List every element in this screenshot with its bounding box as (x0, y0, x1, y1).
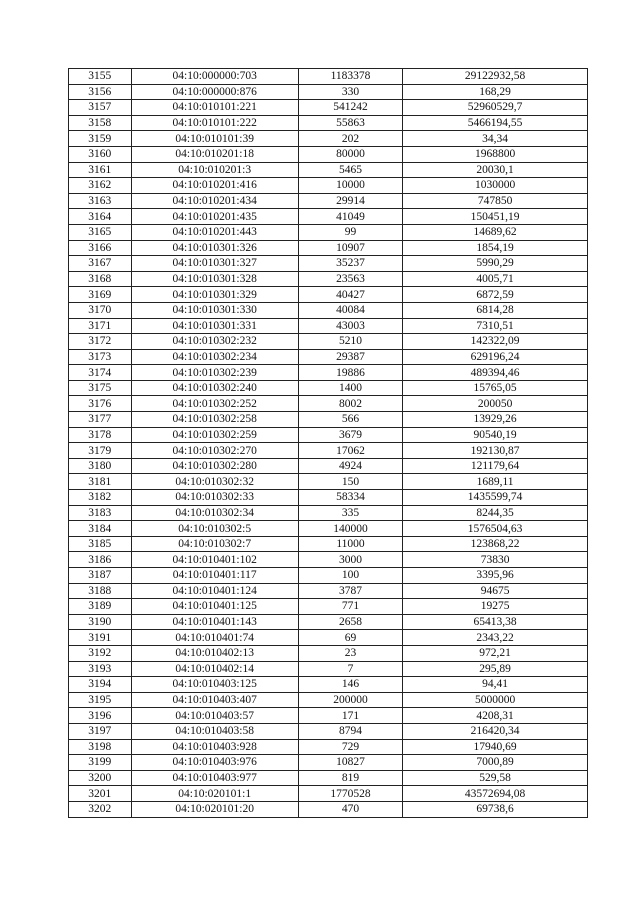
area-cell: 17062 (298, 443, 402, 459)
cadastral-number-cell: 04:10:010302:270 (131, 443, 298, 459)
value-cell: 4208,31 (403, 708, 588, 724)
value-cell: 747850 (403, 193, 588, 209)
area-cell: 23563 (298, 271, 402, 287)
value-cell: 13929,26 (403, 412, 588, 428)
table-row (69, 599, 588, 615)
value-cell: 94675 (403, 583, 588, 599)
row-number-cell: 3175 (69, 380, 132, 396)
cadastral-number-cell: 04:10:010301:331 (131, 318, 298, 334)
value-cell: 200050 (403, 396, 588, 412)
value-cell: 19275 (403, 599, 588, 615)
table-row (69, 614, 588, 630)
cadastral-number-cell: 04:10:010401:102 (131, 552, 298, 568)
area-cell: 146 (298, 677, 402, 693)
cadastral-number-cell: 04:10:010403:125 (131, 677, 298, 693)
cadastral-number-cell: 04:10:010201:18 (131, 146, 298, 162)
value-cell: 6872,59 (403, 287, 588, 303)
table-row (69, 630, 588, 646)
table-row (69, 412, 588, 428)
cadastral-number-cell: 04:10:010402:14 (131, 661, 298, 677)
table-row (69, 193, 588, 209)
row-number-cell: 3179 (69, 443, 132, 459)
table-row (69, 287, 588, 303)
value-cell: 17940,69 (403, 739, 588, 755)
cadastral-number-cell: 04:10:010302:34 (131, 505, 298, 521)
row-number-cell: 3189 (69, 599, 132, 615)
value-cell: 5000000 (403, 692, 588, 708)
table-row (69, 302, 588, 318)
area-cell: 3679 (298, 427, 402, 443)
value-cell: 3395,96 (403, 568, 588, 584)
row-number-cell: 3186 (69, 552, 132, 568)
table-row (69, 69, 588, 85)
cadastral-number-cell: 04:10:010401:125 (131, 599, 298, 615)
table-row (69, 256, 588, 272)
row-number-cell: 3187 (69, 568, 132, 584)
area-cell: 1183378 (298, 69, 402, 85)
table-row (69, 786, 588, 802)
row-number-cell: 3200 (69, 770, 132, 786)
row-number-cell: 3193 (69, 661, 132, 677)
value-cell: 1689,11 (403, 474, 588, 490)
area-cell: 23 (298, 645, 402, 661)
cadastral-number-cell: 04:10:010101:222 (131, 115, 298, 131)
area-cell: 58334 (298, 490, 402, 506)
row-number-cell: 3166 (69, 240, 132, 256)
row-number-cell: 3161 (69, 162, 132, 178)
value-cell: 52960529,7 (403, 100, 588, 116)
value-cell: 142322,09 (403, 334, 588, 350)
cadastral-number-cell: 04:10:010101:39 (131, 131, 298, 147)
row-number-cell: 3184 (69, 521, 132, 537)
area-cell: 35237 (298, 256, 402, 272)
table-row (69, 739, 588, 755)
value-cell: 1576504,63 (403, 521, 588, 537)
cadastral-number-cell: 04:10:010401:124 (131, 583, 298, 599)
value-cell: 2343,22 (403, 630, 588, 646)
row-number-cell: 3190 (69, 614, 132, 630)
value-cell: 168,29 (403, 84, 588, 100)
area-cell: 200000 (298, 692, 402, 708)
value-cell: 14689,62 (403, 224, 588, 240)
cadastral-number-cell: 04:10:010201:3 (131, 162, 298, 178)
value-cell: 94,41 (403, 677, 588, 693)
area-cell: 330 (298, 84, 402, 100)
value-cell: 216420,34 (403, 723, 588, 739)
value-cell: 150451,19 (403, 209, 588, 225)
area-cell: 202 (298, 131, 402, 147)
row-number-cell: 3173 (69, 349, 132, 365)
table-row (69, 349, 588, 365)
row-number-cell: 3202 (69, 801, 132, 817)
row-number-cell: 3201 (69, 786, 132, 802)
row-number-cell: 3170 (69, 302, 132, 318)
cadastral-number-cell: 04:10:010301:329 (131, 287, 298, 303)
table-row (69, 365, 588, 381)
row-number-cell: 3163 (69, 193, 132, 209)
table-row (69, 583, 588, 599)
table-row (69, 645, 588, 661)
area-cell: 8002 (298, 396, 402, 412)
value-cell: 1854,19 (403, 240, 588, 256)
table-row (69, 661, 588, 677)
area-cell: 29914 (298, 193, 402, 209)
value-cell: 121179,64 (403, 458, 588, 474)
row-number-cell: 3174 (69, 365, 132, 381)
table-row (69, 162, 588, 178)
area-cell: 1770528 (298, 786, 402, 802)
cadastral-number-cell: 04:10:010201:443 (131, 224, 298, 240)
value-cell: 34,34 (403, 131, 588, 147)
area-cell: 5210 (298, 334, 402, 350)
table-row (69, 100, 588, 116)
value-cell: 529,58 (403, 770, 588, 786)
row-number-cell: 3171 (69, 318, 132, 334)
value-cell: 295,89 (403, 661, 588, 677)
table-row (69, 692, 588, 708)
cadastral-number-cell: 04:10:010403:928 (131, 739, 298, 755)
row-number-cell: 3194 (69, 677, 132, 693)
row-number-cell: 3180 (69, 458, 132, 474)
area-cell: 470 (298, 801, 402, 817)
cadastral-number-cell: 04:10:010302:240 (131, 380, 298, 396)
table-row (69, 115, 588, 131)
row-number-cell: 3157 (69, 100, 132, 116)
value-cell: 65413,38 (403, 614, 588, 630)
table-row (69, 458, 588, 474)
row-number-cell: 3176 (69, 396, 132, 412)
area-cell: 566 (298, 412, 402, 428)
cadastral-number-cell: 04:10:010201:435 (131, 209, 298, 225)
cadastral-number-cell: 04:10:010301:326 (131, 240, 298, 256)
area-cell: 729 (298, 739, 402, 755)
row-number-cell: 3160 (69, 146, 132, 162)
area-cell: 100 (298, 568, 402, 584)
table-row (69, 131, 588, 147)
cadastral-number-cell: 04:10:010302:5 (131, 521, 298, 537)
row-number-cell: 3198 (69, 739, 132, 755)
cadastral-number-cell: 04:10:010302:32 (131, 474, 298, 490)
value-cell: 29122932,58 (403, 69, 588, 85)
table-row (69, 318, 588, 334)
cadastral-number-cell: 04:10:010201:434 (131, 193, 298, 209)
area-cell: 11000 (298, 536, 402, 552)
area-cell: 29387 (298, 349, 402, 365)
value-cell: 5990,29 (403, 256, 588, 272)
area-cell: 335 (298, 505, 402, 521)
area-cell: 541242 (298, 100, 402, 116)
area-cell: 40427 (298, 287, 402, 303)
value-cell: 7000,89 (403, 755, 588, 771)
table-row (69, 490, 588, 506)
value-cell: 90540,19 (403, 427, 588, 443)
table-row (69, 334, 588, 350)
cadastral-number-cell: 04:10:010302:33 (131, 490, 298, 506)
table-row (69, 536, 588, 552)
area-cell: 43003 (298, 318, 402, 334)
table-row (69, 568, 588, 584)
value-cell: 7310,51 (403, 318, 588, 334)
row-number-cell: 3168 (69, 271, 132, 287)
table-row (69, 708, 588, 724)
table-row (69, 84, 588, 100)
area-cell: 171 (298, 708, 402, 724)
area-cell: 4924 (298, 458, 402, 474)
row-number-cell: 3162 (69, 178, 132, 194)
row-number-cell: 3197 (69, 723, 132, 739)
value-cell: 4005,71 (403, 271, 588, 287)
table-row (69, 209, 588, 225)
row-number-cell: 3191 (69, 630, 132, 646)
value-cell: 1435599,74 (403, 490, 588, 506)
table-row (69, 723, 588, 739)
area-cell: 19886 (298, 365, 402, 381)
cadastral-number-cell: 04:10:010403:977 (131, 770, 298, 786)
cadastral-number-cell: 04:10:010301:330 (131, 302, 298, 318)
area-cell: 819 (298, 770, 402, 786)
cadastral-number-cell: 04:10:010403:57 (131, 708, 298, 724)
cadastral-number-cell: 04:10:010401:74 (131, 630, 298, 646)
value-cell: 6814,28 (403, 302, 588, 318)
table-row (69, 770, 588, 786)
area-cell: 3000 (298, 552, 402, 568)
value-cell: 123868,22 (403, 536, 588, 552)
row-number-cell: 3169 (69, 287, 132, 303)
row-number-cell: 3183 (69, 505, 132, 521)
table-row (69, 521, 588, 537)
data-table (68, 68, 588, 818)
area-cell: 69 (298, 630, 402, 646)
cadastral-number-cell: 04:10:010201:416 (131, 178, 298, 194)
row-number-cell: 3155 (69, 69, 132, 85)
value-cell: 5466194,55 (403, 115, 588, 131)
value-cell: 629196,24 (403, 349, 588, 365)
table-row (69, 396, 588, 412)
value-cell: 73830 (403, 552, 588, 568)
value-cell: 1030000 (403, 178, 588, 194)
row-number-cell: 3172 (69, 334, 132, 350)
value-cell: 69738,6 (403, 801, 588, 817)
cadastral-number-cell: 04:10:010301:327 (131, 256, 298, 272)
row-number-cell: 3192 (69, 645, 132, 661)
row-number-cell: 3167 (69, 256, 132, 272)
value-cell: 15765,05 (403, 380, 588, 396)
cadastral-number-cell: 04:10:010403:58 (131, 723, 298, 739)
cadastral-number-cell: 04:10:000000:876 (131, 84, 298, 100)
area-cell: 8794 (298, 723, 402, 739)
cadastral-number-cell: 04:10:010402:13 (131, 645, 298, 661)
area-cell: 7 (298, 661, 402, 677)
area-cell: 2658 (298, 614, 402, 630)
cadastral-number-cell: 04:10:010401:143 (131, 614, 298, 630)
cadastral-number-cell: 04:10:010302:232 (131, 334, 298, 350)
table-row (69, 178, 588, 194)
area-cell: 41049 (298, 209, 402, 225)
area-cell: 10827 (298, 755, 402, 771)
area-cell: 1400 (298, 380, 402, 396)
cadastral-number-cell: 04:10:020101:1 (131, 786, 298, 802)
cadastral-number-cell: 04:10:010302:7 (131, 536, 298, 552)
cadastral-number-cell: 04:10:010403:407 (131, 692, 298, 708)
area-cell: 3787 (298, 583, 402, 599)
row-number-cell: 3188 (69, 583, 132, 599)
cadastral-number-cell: 04:10:010302:252 (131, 396, 298, 412)
cadastral-number-cell: 04:10:010302:259 (131, 427, 298, 443)
row-number-cell: 3185 (69, 536, 132, 552)
table-body (69, 69, 588, 818)
cadastral-number-cell: 04:10:020101:20 (131, 801, 298, 817)
table-row (69, 552, 588, 568)
row-number-cell: 3196 (69, 708, 132, 724)
cadastral-number-cell: 04:10:010302:258 (131, 412, 298, 428)
area-cell: 55863 (298, 115, 402, 131)
row-number-cell: 3158 (69, 115, 132, 131)
cadastral-number-cell: 04:10:010401:117 (131, 568, 298, 584)
table-row (69, 505, 588, 521)
cadastral-number-cell: 04:10:010101:221 (131, 100, 298, 116)
cadastral-number-cell: 04:10:010301:328 (131, 271, 298, 287)
area-cell: 10907 (298, 240, 402, 256)
row-number-cell: 3182 (69, 490, 132, 506)
row-number-cell: 3178 (69, 427, 132, 443)
cadastral-number-cell: 04:10:010302:280 (131, 458, 298, 474)
value-cell: 972,21 (403, 645, 588, 661)
value-cell: 1968800 (403, 146, 588, 162)
row-number-cell: 3165 (69, 224, 132, 240)
table-row (69, 427, 588, 443)
row-number-cell: 3159 (69, 131, 132, 147)
area-cell: 80000 (298, 146, 402, 162)
table-row (69, 380, 588, 396)
table-row (69, 224, 588, 240)
row-number-cell: 3164 (69, 209, 132, 225)
value-cell: 489394,46 (403, 365, 588, 381)
value-cell: 8244,35 (403, 505, 588, 521)
table-row (69, 240, 588, 256)
row-number-cell: 3177 (69, 412, 132, 428)
area-cell: 5465 (298, 162, 402, 178)
row-number-cell: 3156 (69, 84, 132, 100)
area-cell: 99 (298, 224, 402, 240)
table-row (69, 443, 588, 459)
row-number-cell: 3199 (69, 755, 132, 771)
value-cell: 20030,1 (403, 162, 588, 178)
area-cell: 140000 (298, 521, 402, 537)
cadastral-number-cell: 04:10:000000:703 (131, 69, 298, 85)
table-row (69, 801, 588, 817)
row-number-cell: 3181 (69, 474, 132, 490)
table-row (69, 271, 588, 287)
area-cell: 771 (298, 599, 402, 615)
cadastral-number-cell: 04:10:010403:976 (131, 755, 298, 771)
table-row (69, 474, 588, 490)
cadastral-number-cell: 04:10:010302:234 (131, 349, 298, 365)
value-cell: 43572694,08 (403, 786, 588, 802)
area-cell: 150 (298, 474, 402, 490)
value-cell: 192130,87 (403, 443, 588, 459)
table-row (69, 755, 588, 771)
table-row (69, 146, 588, 162)
table-row (69, 677, 588, 693)
cadastral-number-cell: 04:10:010302:239 (131, 365, 298, 381)
row-number-cell: 3195 (69, 692, 132, 708)
area-cell: 40084 (298, 302, 402, 318)
area-cell: 10000 (298, 178, 402, 194)
